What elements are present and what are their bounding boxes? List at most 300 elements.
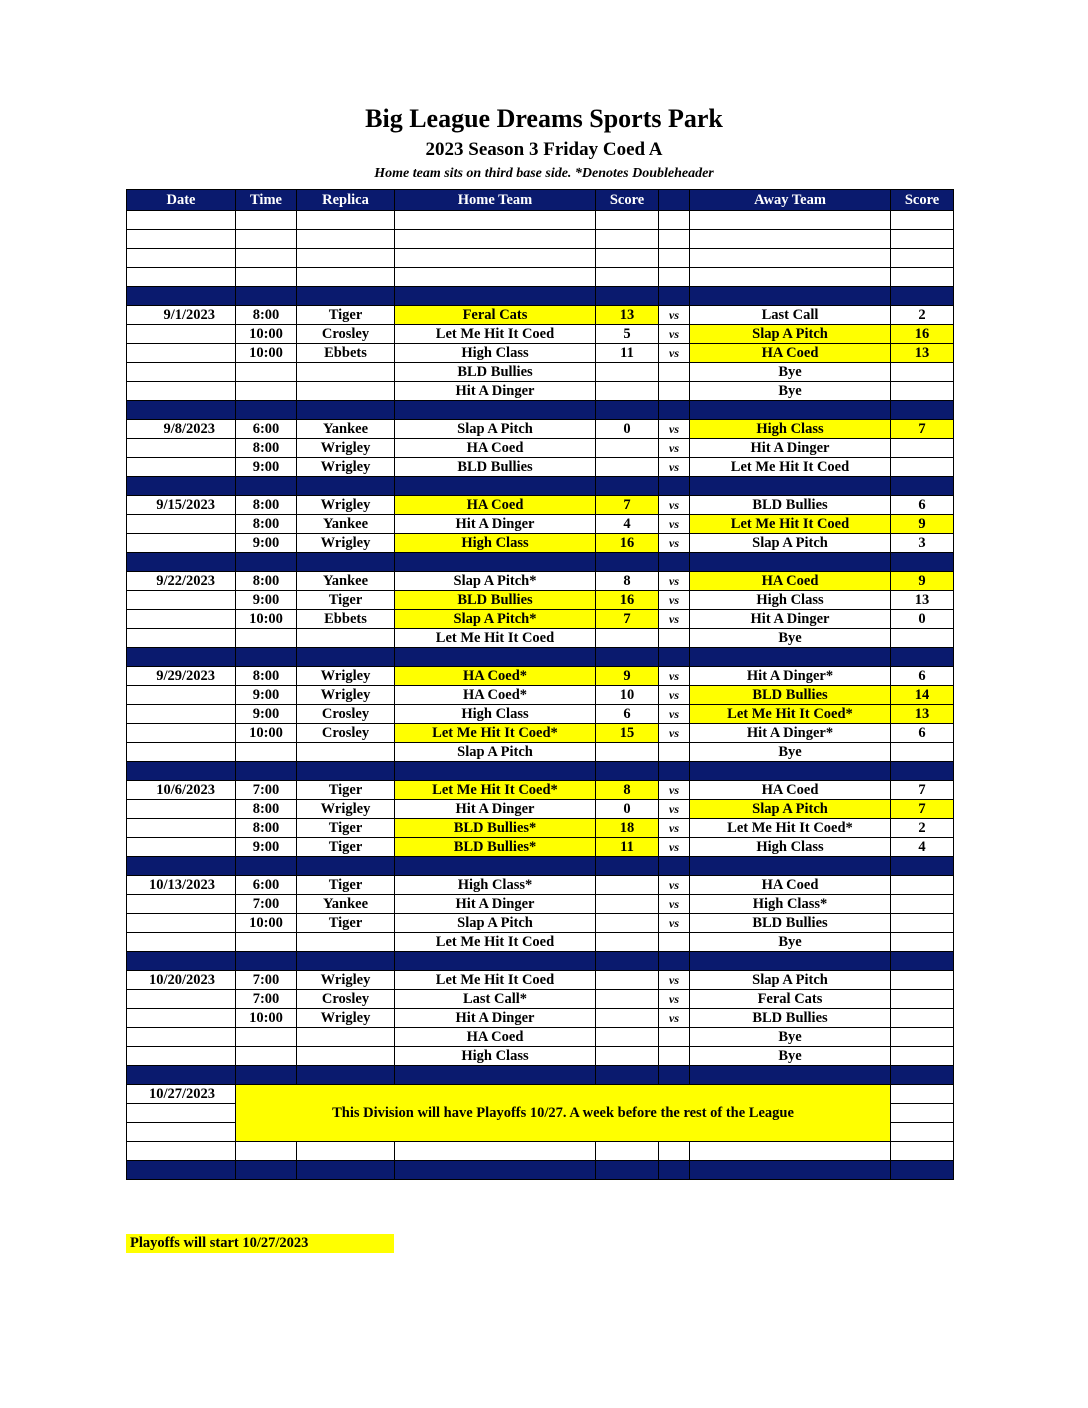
home-score: 9	[596, 667, 659, 686]
empty-cell	[690, 230, 891, 249]
game-row	[127, 306, 954, 325]
separator-cell	[236, 553, 297, 572]
separator-cell	[596, 952, 659, 971]
home-team: Slap A Pitch*	[395, 572, 596, 591]
vs-label: vs	[659, 515, 690, 534]
game-row	[127, 838, 954, 857]
home-score: 8	[596, 781, 659, 800]
game-date	[127, 534, 236, 553]
away-team: BLD Bullies	[690, 686, 891, 705]
game-date	[127, 705, 236, 724]
away-score: 0	[891, 610, 954, 629]
vs-label: vs	[659, 667, 690, 686]
game-date	[127, 838, 236, 857]
game-field: Wrigley	[297, 458, 395, 477]
game-date	[127, 1028, 236, 1047]
separator-cell	[127, 553, 236, 572]
blank-row	[127, 249, 954, 268]
vs-label: vs	[659, 458, 690, 477]
away-score	[891, 743, 954, 762]
home-team: Last Call*	[395, 990, 596, 1009]
away-score: 7	[891, 800, 954, 819]
game-time	[236, 629, 297, 648]
empty-cell	[395, 249, 596, 268]
home-score	[596, 458, 659, 477]
game-time: 10:00	[236, 610, 297, 629]
away-team: Slap A Pitch	[690, 800, 891, 819]
away-team: Hit A Dinger*	[690, 724, 891, 743]
away-score	[891, 895, 954, 914]
game-date	[127, 363, 236, 382]
home-score	[596, 876, 659, 895]
game-date	[127, 686, 236, 705]
game-row	[127, 743, 954, 762]
vs-label: vs	[659, 990, 690, 1009]
separator-cell	[891, 287, 954, 306]
vs-label: vs	[659, 534, 690, 553]
vs-label: vs	[659, 496, 690, 515]
separator-cell	[395, 553, 596, 572]
away-score	[891, 914, 954, 933]
schedule-table	[126, 189, 954, 1180]
game-row	[127, 819, 954, 838]
game-time	[236, 1047, 297, 1066]
vs-label: vs	[659, 610, 690, 629]
home-score: 10	[596, 686, 659, 705]
game-time: 8:00	[236, 515, 297, 534]
game-field: Tiger	[297, 914, 395, 933]
separator-cell	[395, 762, 596, 781]
home-team: Slap A Pitch*	[395, 610, 596, 629]
game-row	[127, 895, 954, 914]
away-team: Bye	[690, 933, 891, 952]
game-time: 9:00	[236, 458, 297, 477]
away-team: Feral Cats	[690, 990, 891, 1009]
separator-cell	[891, 857, 954, 876]
home-score	[596, 1009, 659, 1028]
separator-cell	[297, 401, 395, 420]
away-team: BLD Bullies	[690, 1009, 891, 1028]
separator-cell	[596, 857, 659, 876]
col-away-team: Away Team	[690, 190, 891, 211]
vs-label: vs	[659, 819, 690, 838]
game-row	[127, 800, 954, 819]
away-score: 4	[891, 838, 954, 857]
separator-cell	[395, 401, 596, 420]
playoffs-date: 10/27/2023	[127, 1085, 236, 1104]
game-date: 9/1/2023	[127, 306, 236, 325]
playoffs-footnote: Playoffs will start 10/27/2023	[126, 1234, 394, 1253]
home-score: 0	[596, 800, 659, 819]
vs-label: vs	[659, 344, 690, 363]
separator-cell	[297, 857, 395, 876]
away-team: Last Call	[690, 306, 891, 325]
home-team: Hit A Dinger	[395, 800, 596, 819]
vs-label: vs	[659, 705, 690, 724]
away-score	[891, 629, 954, 648]
game-row	[127, 458, 954, 477]
home-score	[596, 1047, 659, 1066]
game-field: Crosley	[297, 705, 395, 724]
game-time	[236, 382, 297, 401]
game-field	[297, 1047, 395, 1066]
game-field: Wrigley	[297, 439, 395, 458]
empty-cell	[127, 1104, 236, 1123]
game-field: Wrigley	[297, 534, 395, 553]
game-field	[297, 363, 395, 382]
game-row	[127, 344, 954, 363]
separator-row	[127, 762, 954, 781]
home-team: Let Me Hit It Coed	[395, 629, 596, 648]
away-team: Bye	[690, 1047, 891, 1066]
away-score	[891, 439, 954, 458]
vs-label	[659, 382, 690, 401]
away-team: BLD Bullies	[690, 496, 891, 515]
empty-cell	[891, 1123, 954, 1142]
separator-cell	[596, 401, 659, 420]
separator-cell	[596, 477, 659, 496]
home-score: 7	[596, 496, 659, 515]
home-team: Slap A Pitch	[395, 914, 596, 933]
home-team: HA Coed	[395, 496, 596, 515]
home-team: Let Me Hit It Coed*	[395, 781, 596, 800]
home-score: 4	[596, 515, 659, 534]
col-time: Time	[236, 190, 297, 211]
away-team: High Class*	[690, 895, 891, 914]
away-score: 6	[891, 667, 954, 686]
empty-cell	[127, 1142, 236, 1161]
away-team: BLD Bullies	[690, 914, 891, 933]
vs-label: vs	[659, 838, 690, 857]
separator-cell	[395, 477, 596, 496]
game-row	[127, 971, 954, 990]
home-team: High Class*	[395, 876, 596, 895]
away-team: Slap A Pitch	[690, 971, 891, 990]
empty-cell	[690, 268, 891, 287]
away-score	[891, 1047, 954, 1066]
empty-cell	[297, 249, 395, 268]
empty-cell	[596, 249, 659, 268]
game-date	[127, 610, 236, 629]
game-row	[127, 610, 954, 629]
game-time	[236, 363, 297, 382]
game-time: 10:00	[236, 1009, 297, 1028]
game-time: 7:00	[236, 781, 297, 800]
away-team: Hit A Dinger	[690, 439, 891, 458]
home-score: 7	[596, 610, 659, 629]
vs-label: vs	[659, 914, 690, 933]
empty-cell	[596, 268, 659, 287]
separator-cell	[127, 857, 236, 876]
empty-cell	[236, 230, 297, 249]
separator-cell	[596, 1161, 659, 1180]
empty-cell	[891, 249, 954, 268]
separator-cell	[297, 952, 395, 971]
away-team: HA Coed	[690, 572, 891, 591]
game-field: Tiger	[297, 876, 395, 895]
separator-cell	[659, 401, 690, 420]
home-score: 13	[596, 306, 659, 325]
away-score: 9	[891, 572, 954, 591]
home-team: Hit A Dinger	[395, 515, 596, 534]
home-team: Let Me Hit It Coed*	[395, 724, 596, 743]
game-date: 10/20/2023	[127, 971, 236, 990]
game-date	[127, 895, 236, 914]
away-score	[891, 876, 954, 895]
away-team: Bye	[690, 1028, 891, 1047]
home-team: High Class	[395, 705, 596, 724]
vs-label	[659, 743, 690, 762]
separator-cell	[690, 1161, 891, 1180]
empty-cell	[891, 230, 954, 249]
away-score	[891, 990, 954, 1009]
game-field: Yankee	[297, 572, 395, 591]
away-score	[891, 1028, 954, 1047]
separator-cell	[891, 553, 954, 572]
home-team: HA Coed	[395, 439, 596, 458]
game-time: 9:00	[236, 686, 297, 705]
separator-cell	[236, 648, 297, 667]
vs-label: vs	[659, 800, 690, 819]
game-row	[127, 914, 954, 933]
header-row	[127, 190, 954, 211]
game-date: 9/22/2023	[127, 572, 236, 591]
empty-cell	[690, 211, 891, 230]
separator-row	[127, 477, 954, 496]
separator-cell	[297, 762, 395, 781]
away-score: 6	[891, 496, 954, 515]
separator-row	[127, 1066, 954, 1085]
separator-cell	[659, 857, 690, 876]
empty-cell	[690, 249, 891, 268]
away-score: 7	[891, 420, 954, 439]
empty-cell	[659, 230, 690, 249]
game-date	[127, 1009, 236, 1028]
separator-cell	[127, 762, 236, 781]
col-home-score: Score	[596, 190, 659, 211]
separator-cell	[236, 857, 297, 876]
separator-row	[127, 648, 954, 667]
home-team: Feral Cats	[395, 306, 596, 325]
vs-label: vs	[659, 439, 690, 458]
game-time: 7:00	[236, 895, 297, 914]
home-team: HA Coed*	[395, 686, 596, 705]
game-field: Crosley	[297, 990, 395, 1009]
empty-cell	[596, 211, 659, 230]
game-date	[127, 933, 236, 952]
game-field: Crosley	[297, 724, 395, 743]
home-team: Let Me Hit It Coed	[395, 933, 596, 952]
separator-row	[127, 287, 954, 306]
col-vs	[659, 190, 690, 211]
empty-cell	[297, 1142, 395, 1161]
home-score	[596, 363, 659, 382]
home-score: 16	[596, 591, 659, 610]
away-team: High Class	[690, 591, 891, 610]
separator-cell	[690, 648, 891, 667]
separator-cell	[236, 1066, 297, 1085]
game-row	[127, 1009, 954, 1028]
separator-row	[127, 553, 954, 572]
empty-cell	[596, 1142, 659, 1161]
game-time	[236, 1028, 297, 1047]
away-team: Bye	[690, 743, 891, 762]
game-row	[127, 705, 954, 724]
game-time	[236, 933, 297, 952]
game-time: 10:00	[236, 724, 297, 743]
game-field	[297, 1028, 395, 1047]
home-score: 11	[596, 838, 659, 857]
page-subtitle: 2023 Season 3 Friday Coed A	[425, 139, 663, 160]
empty-cell	[659, 211, 690, 230]
away-score: 2	[891, 306, 954, 325]
game-date	[127, 629, 236, 648]
empty-cell	[297, 230, 395, 249]
game-row	[127, 496, 954, 515]
game-time: 8:00	[236, 819, 297, 838]
game-time: 10:00	[236, 325, 297, 344]
separator-cell	[236, 1161, 297, 1180]
separator-cell	[659, 648, 690, 667]
game-field: Yankee	[297, 420, 395, 439]
blank-row	[127, 1142, 954, 1161]
empty-cell	[395, 230, 596, 249]
away-team: Let Me Hit It Coed	[690, 458, 891, 477]
game-field: Ebbets	[297, 344, 395, 363]
empty-cell	[891, 1085, 954, 1104]
game-date	[127, 458, 236, 477]
home-score: 18	[596, 819, 659, 838]
away-team: Bye	[690, 629, 891, 648]
game-field: Tiger	[297, 838, 395, 857]
separator-cell	[395, 1161, 596, 1180]
game-time: 7:00	[236, 971, 297, 990]
game-field: Tiger	[297, 781, 395, 800]
empty-cell	[297, 211, 395, 230]
home-team: Let Me Hit It Coed	[395, 325, 596, 344]
home-team: HA Coed	[395, 1028, 596, 1047]
game-time: 8:00	[236, 496, 297, 515]
game-row	[127, 382, 954, 401]
vs-label: vs	[659, 325, 690, 344]
vs-label: vs	[659, 895, 690, 914]
game-date	[127, 724, 236, 743]
col-replica: Replica	[297, 190, 395, 211]
game-time	[236, 743, 297, 762]
game-date	[127, 382, 236, 401]
separator-cell	[596, 1066, 659, 1085]
separator-cell	[659, 287, 690, 306]
game-time: 8:00	[236, 800, 297, 819]
game-time: 9:00	[236, 838, 297, 857]
separator-cell	[891, 1066, 954, 1085]
separator-cell	[659, 762, 690, 781]
away-team: Let Me Hit It Coed*	[690, 819, 891, 838]
game-row	[127, 933, 954, 952]
empty-cell	[127, 211, 236, 230]
separator-cell	[127, 648, 236, 667]
separator-row	[127, 952, 954, 971]
vs-label: vs	[659, 1009, 690, 1028]
home-score: 16	[596, 534, 659, 553]
separator-cell	[891, 762, 954, 781]
game-time: 10:00	[236, 914, 297, 933]
separator-cell	[127, 1161, 236, 1180]
away-score	[891, 971, 954, 990]
blank-row	[127, 211, 954, 230]
home-score	[596, 743, 659, 762]
blank-row	[127, 268, 954, 287]
game-field: Tiger	[297, 591, 395, 610]
vs-label: vs	[659, 686, 690, 705]
empty-cell	[127, 230, 236, 249]
separator-cell	[690, 401, 891, 420]
game-row	[127, 363, 954, 382]
home-team: BLD Bullies	[395, 591, 596, 610]
home-team: Let Me Hit It Coed	[395, 971, 596, 990]
game-field: Wrigley	[297, 496, 395, 515]
game-date	[127, 990, 236, 1009]
home-score	[596, 895, 659, 914]
home-team: BLD Bullies*	[395, 819, 596, 838]
game-row	[127, 325, 954, 344]
vs-label: vs	[659, 876, 690, 895]
away-score: 14	[891, 686, 954, 705]
separator-cell	[297, 553, 395, 572]
away-score: 13	[891, 591, 954, 610]
separator-cell	[297, 477, 395, 496]
vs-label: vs	[659, 591, 690, 610]
separator-cell	[690, 857, 891, 876]
game-date	[127, 591, 236, 610]
away-score	[891, 363, 954, 382]
game-field: Wrigley	[297, 971, 395, 990]
separator-cell	[690, 952, 891, 971]
away-team: HA Coed	[690, 781, 891, 800]
away-score	[891, 382, 954, 401]
away-score: 7	[891, 781, 954, 800]
empty-cell	[891, 1142, 954, 1161]
home-score	[596, 439, 659, 458]
game-time: 6:00	[236, 876, 297, 895]
vs-label: vs	[659, 971, 690, 990]
away-team: HA Coed	[690, 344, 891, 363]
away-team: Bye	[690, 382, 891, 401]
separator-cell	[127, 401, 236, 420]
separator-row	[127, 857, 954, 876]
home-team: High Class	[395, 344, 596, 363]
separator-cell	[236, 401, 297, 420]
home-team: High Class	[395, 1047, 596, 1066]
separator-cell	[659, 477, 690, 496]
separator-cell	[659, 553, 690, 572]
game-row	[127, 876, 954, 895]
away-score: 3	[891, 534, 954, 553]
empty-cell	[395, 1142, 596, 1161]
game-field: Crosley	[297, 325, 395, 344]
blank-row	[127, 230, 954, 249]
empty-cell	[127, 1123, 236, 1142]
empty-cell	[659, 1142, 690, 1161]
separator-cell	[297, 1066, 395, 1085]
home-score	[596, 1028, 659, 1047]
game-row	[127, 686, 954, 705]
game-time: 8:00	[236, 306, 297, 325]
playoffs-row	[127, 1085, 954, 1104]
home-team: Hit A Dinger	[395, 382, 596, 401]
game-row	[127, 591, 954, 610]
home-team: Slap A Pitch	[395, 743, 596, 762]
